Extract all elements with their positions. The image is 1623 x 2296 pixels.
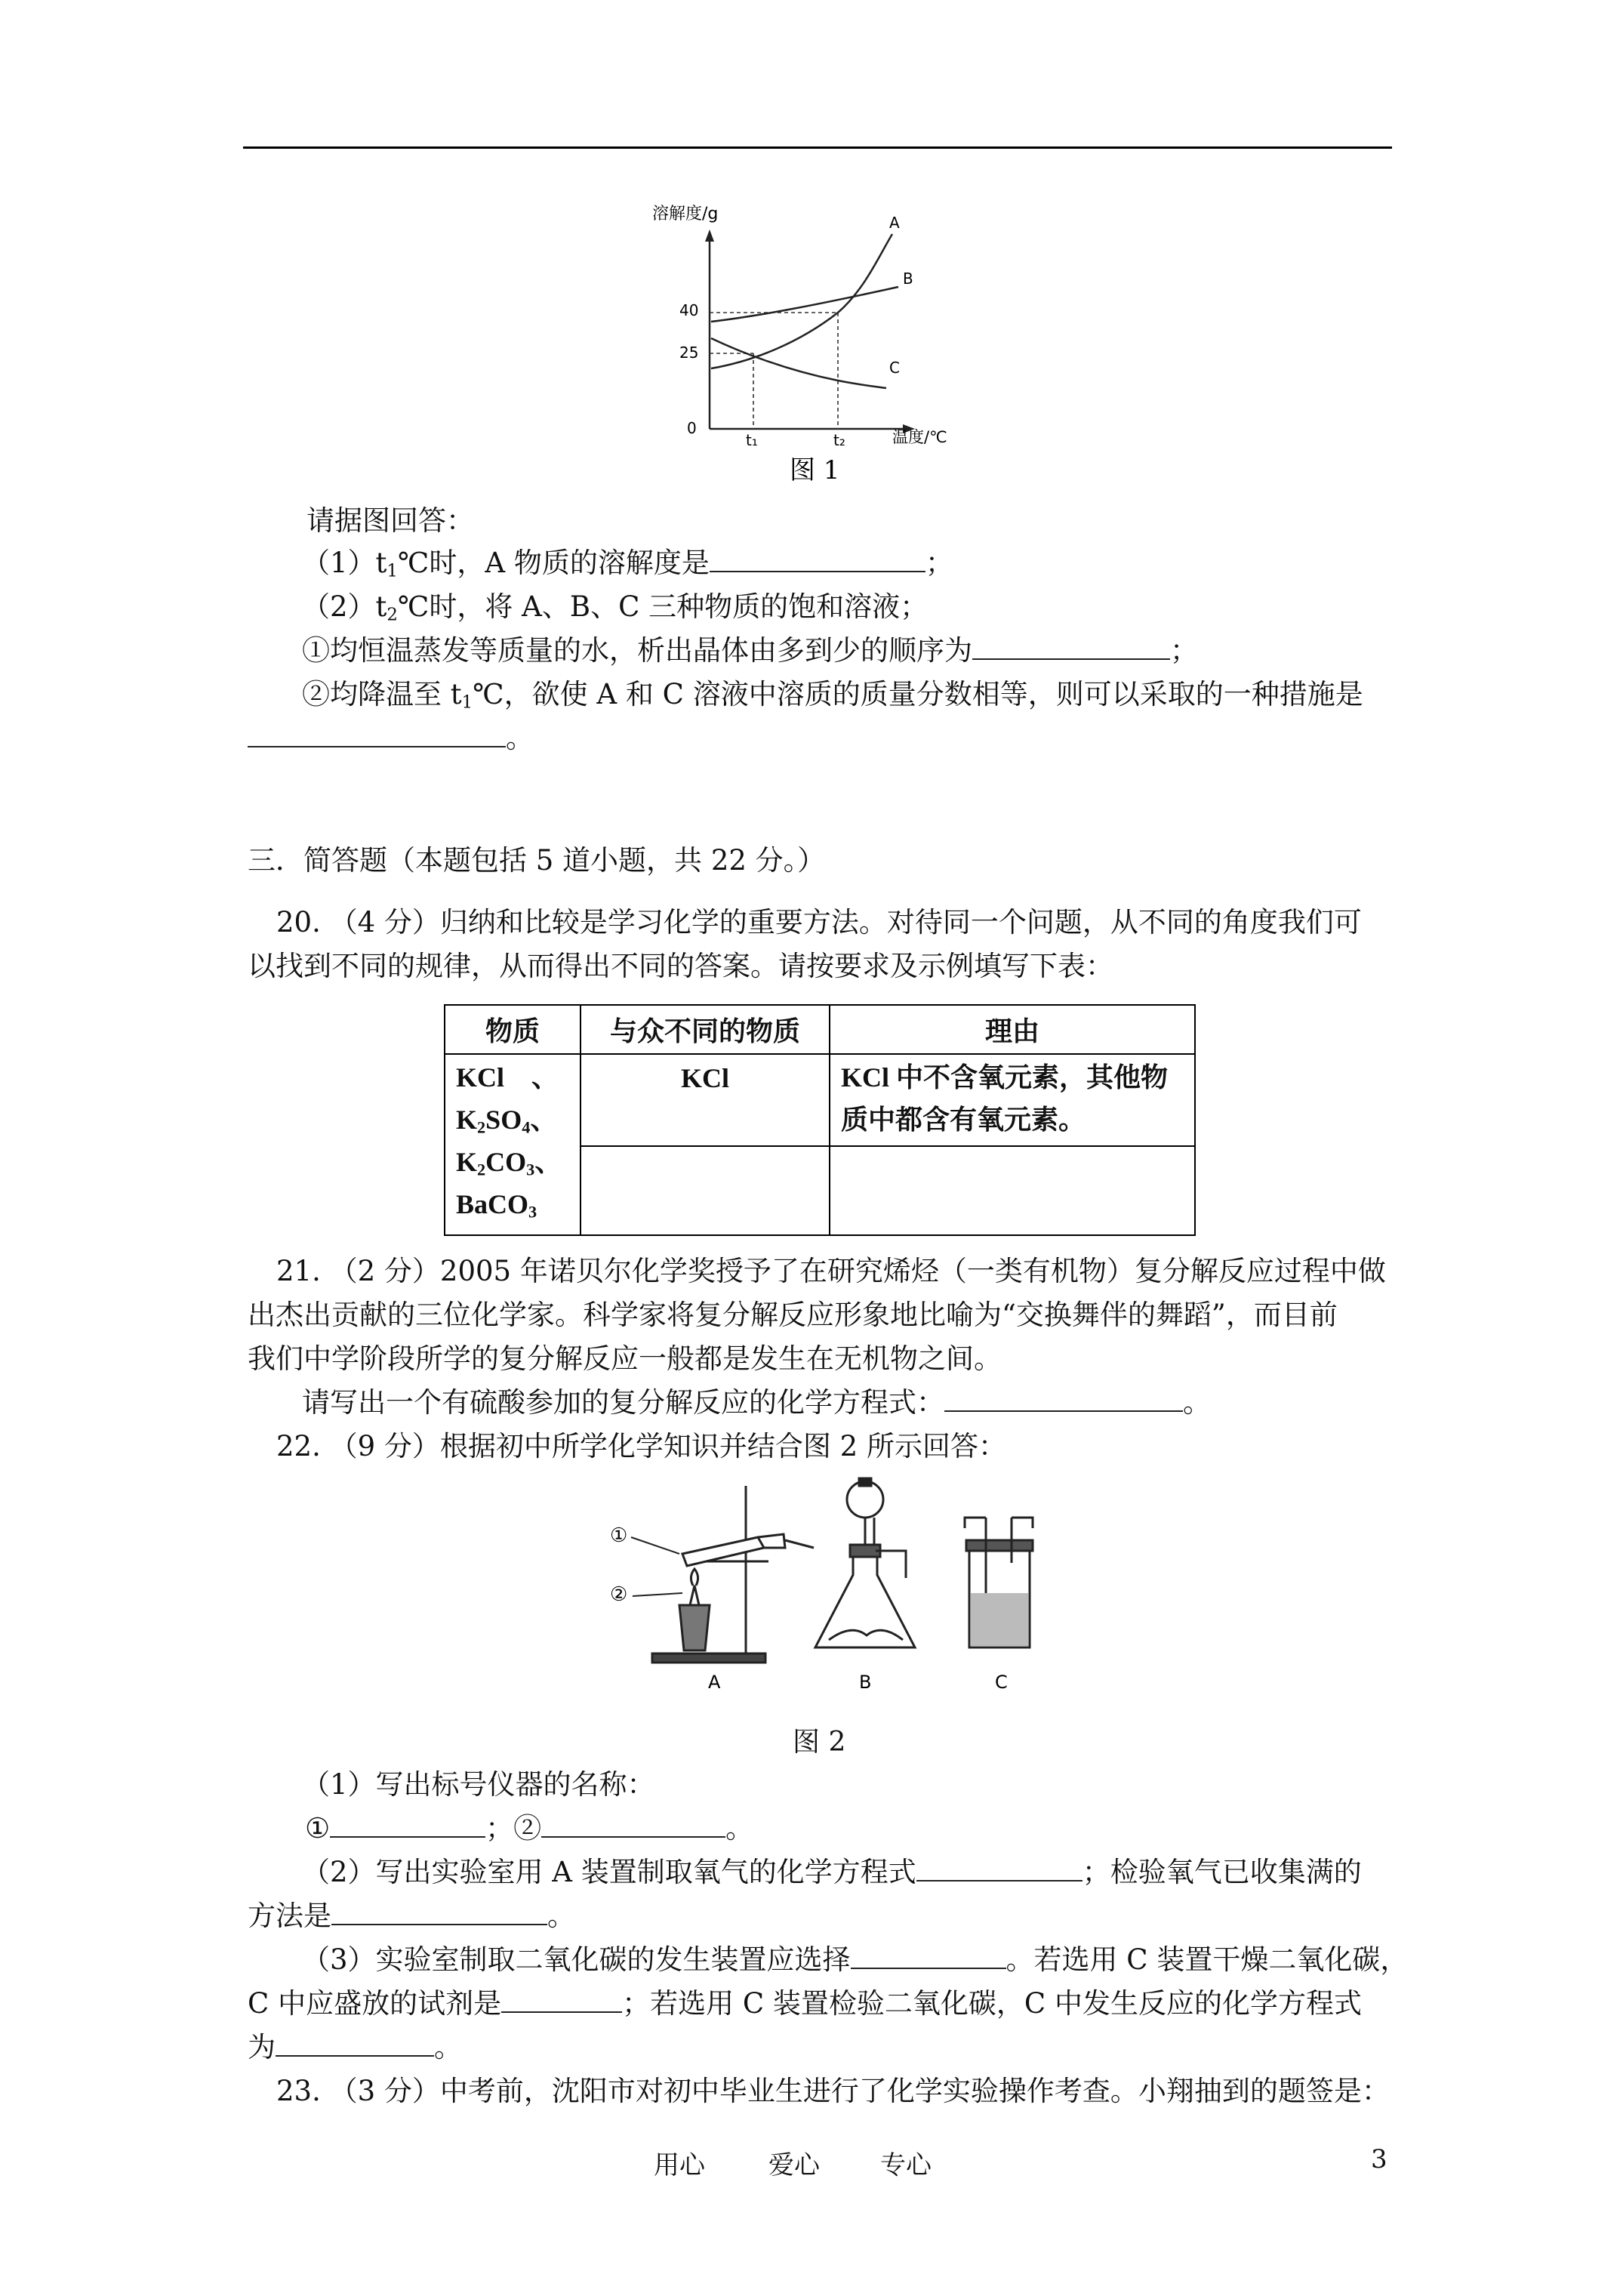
q19-part2: $(2)t_2℃$时，将 A、B、C 三种物质的饱和溶液； xyxy=(302,590,929,625)
q21-line2: 出杰出贡献的三位化学家。科学家将复分解反应形象地比喻为“交换舞伴的舞蹈”，而目前 xyxy=(248,1299,1338,1331)
figure1-x-tick-t1: t₁ xyxy=(746,431,758,449)
q22-part3: （3）实验室制取二氧化碳的发生装置应选择 。若选用 C 装置干燥二氧化碳， xyxy=(302,1943,1409,1976)
figure1-solubility-chart xyxy=(649,202,981,482)
figure1-origin: 0 xyxy=(687,419,697,437)
figure1-x-tick-t2: t₂ xyxy=(833,431,845,449)
apparatus-b xyxy=(815,1478,915,1647)
answer-blank[interactable] xyxy=(276,2032,434,2057)
q19-part2-sub2-answer: 。 xyxy=(248,720,534,757)
q21-line3: 我们中学阶段所学的复分解反应一般都是发生在无机物之间。 xyxy=(248,1342,1002,1375)
figure1-y-tick-40: 40 xyxy=(679,301,699,319)
table-cell-answer-blank[interactable] xyxy=(581,1146,830,1235)
figure2-apparatus xyxy=(610,1472,1078,1706)
answer-blank[interactable] xyxy=(501,1989,622,2013)
apparatus-a xyxy=(631,1486,814,1663)
figure2-caption: 图 2 xyxy=(793,1727,846,1758)
figure2-label-b: B xyxy=(859,1672,872,1693)
q19-part1: $(1)t_1℃$时，A 物质的溶解度是 ； xyxy=(302,547,953,581)
table-cell-example-reason: KCl 中不含氧元素，其他物质中都含有氧元素。 xyxy=(830,1054,1195,1146)
figure1-label-b: B xyxy=(903,270,913,288)
q20-line2: 以找到不同的规律，从而得出不同的答案。请按要求及示例填写下表： xyxy=(248,950,1113,982)
section3-heading: 三．简答题（本题包括 5 道小题，共 22 分。） xyxy=(248,844,826,877)
answer-blank[interactable] xyxy=(972,636,1170,660)
figure1-label-c: C xyxy=(889,359,900,377)
figure1-curve-b xyxy=(711,287,898,322)
answer-blank[interactable] xyxy=(851,1945,1006,1969)
footer-slogan-3: 专心 xyxy=(880,2150,932,2180)
table-header-substance: 物质 xyxy=(445,1005,581,1054)
figure1-y-label: 溶解度/g xyxy=(652,205,719,223)
answer-blank[interactable] xyxy=(331,1901,547,1925)
q19-part2-sub1: ①均恒温蒸发等质量的水，析出晶体由多到少的顺序为 ； xyxy=(302,634,1198,667)
q22-part3-line2: C 中应盛放的试剂是 ；若选用 C 装置检验二氧化碳，C 中发生反应的化学方程式 xyxy=(248,1987,1362,2020)
figure1-curve-a xyxy=(711,234,892,368)
q22-part1-answers: ① ；② 。 xyxy=(305,1812,754,1845)
apparatus-c xyxy=(965,1518,1033,1647)
answer-blank[interactable] xyxy=(330,1814,485,1838)
answer-blank[interactable] xyxy=(248,723,506,747)
q21-line1: 21. （2 分）2005 年诺贝尔化学奖授予了在研究烯烃（一类有机物）复分解反应过程中做 xyxy=(276,1255,1386,1287)
figure1-label-a: A xyxy=(889,214,900,232)
figure2-label-c: C xyxy=(995,1672,1008,1693)
q19-part2-sub2: ②均降温至 $t_1℃$，欲使 A 和 C 溶液中溶质的质量分数相等，则可以采取的一种措施是 xyxy=(302,678,1363,713)
footer-slogan-2: 爱心 xyxy=(768,2150,820,2180)
answer-blank[interactable] xyxy=(944,1388,1183,1412)
figure1-x-label: 温度/℃ xyxy=(892,428,947,446)
q19-intro: 请据图回答： xyxy=(306,504,474,537)
q22-part1: （1）写出标号仪器的名称： xyxy=(302,1768,655,1801)
table-cell-example-answer: KCl xyxy=(581,1054,830,1146)
q23-line1: 23. （3 分）中考前，沈阳市对初中毕业生进行了化学实验操作考查。小翔抽到的题签是： xyxy=(276,2075,1390,2107)
figure2-label-a: A xyxy=(708,1672,721,1693)
q22-part2-line2: 方法是 。 xyxy=(248,1900,575,1932)
table-cell-reason-blank[interactable] xyxy=(830,1146,1195,1235)
q22-part2: （2）写出实验室用 A 装置制取氧气的化学方程式 ；检验氧气已收集满的 xyxy=(302,1856,1362,1888)
table-header-reason: 理由 xyxy=(830,1005,1195,1054)
table-cell-substances: KCl 、 $K_2SO_4$、 $K_2CO_3$、 BaCO$_3$ xyxy=(445,1054,581,1235)
table-header-odd-one: 与众不同的物质 xyxy=(581,1005,830,1054)
q22-part3-line3: 为 。 xyxy=(248,2031,462,2063)
footer-slogan-1: 用心 xyxy=(654,2150,705,2180)
answer-blank[interactable] xyxy=(916,1857,1083,1881)
q20-table xyxy=(444,1004,1196,1236)
figure1-y-tick-25: 25 xyxy=(679,344,699,362)
answer-blank[interactable] xyxy=(710,548,925,572)
figure1-caption: 图 1 xyxy=(790,455,840,482)
figure2-marker-2: ② xyxy=(610,1583,628,1606)
page-number: 3 xyxy=(1371,2144,1387,2174)
q22-line1: 22. （9 分）根据初中所学化学知识并结合图 2 所示回答： xyxy=(276,1430,1006,1462)
q21-line4: 请写出一个有硫酸参加的复分解反应的化学方程式： 。 xyxy=(302,1386,1211,1419)
q20-line1: 20. （4 分）归纳和比较是学习化学的重要方法。对待同一个问题，从不同的角度我们可 xyxy=(276,906,1362,938)
figure2-marker-1: ① xyxy=(610,1524,628,1547)
header-rule xyxy=(243,146,1392,149)
answer-blank[interactable] xyxy=(541,1814,725,1838)
